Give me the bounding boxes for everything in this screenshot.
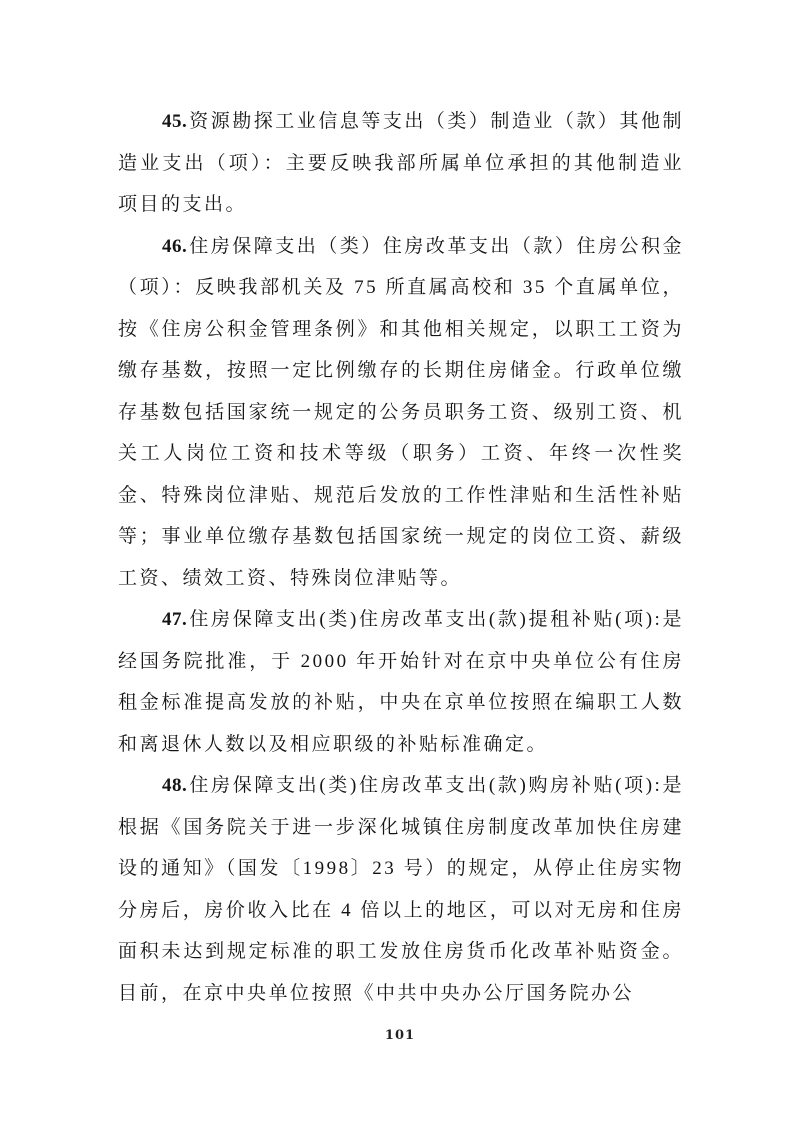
- paragraph-48-text: 住房保障支出(类)住房改革支出(款)购房补贴(项):是根据《国务院关于进一步深化城镇住房制度改革加快住房建设的通知》（国发〔1998〕23 号）的规定，从停止住房实物分房后，房价收入比在 4 倍以上的地区，可以对无房和住房面积未达到规定标准的职工发放住房货币化改革补贴资金。目前，在京中央单位按照《中共中央办公厅国务院办公: [118, 775, 684, 1004]
- paragraph-46-text: 住房保障支出（类）住房改革支出（款）住房公积金（项）：反映我部机关及 75 所直属高校和 35 个直属单位，按《住房公积金管理条例》和其他相关规定，以职工工资为缴存基数，按照一定比例缴存的长期住房储金。行政单位缴存基数包括国家统一规定的公务员职务工资、级别工资、机关工人岗位工资和技术等级（职务）工资、年终一次性奖金、特殊岗位津贴、规范后发放的工作性津贴和生活性补贴等；事业单位缴存基数包括国家统一规定的岗位工资、薪级工资、绩效工资、特殊岗位津贴等。: [118, 235, 684, 589]
- paragraph-45-number: 45.: [162, 111, 188, 132]
- paragraph-47: [118, 599, 684, 765]
- paragraph-46-number: 46.: [162, 235, 188, 257]
- paragraph-47-text: 住房保障支出(类)住房改革支出(款)提租补贴(项):是经国务院批准，于 2000 年开始针对在京中央单位公有住房租金标准提高发放的补贴，中央在京单位按照在编职工人数和离退休人数以及相应职级的补贴标准确定。: [118, 609, 684, 755]
- page-number: 101: [384, 1028, 416, 1043]
- paragraph-48-number: 48.: [162, 775, 188, 796]
- paragraph-46: [118, 226, 684, 600]
- document-body: [118, 101, 684, 1014]
- paragraph-47-number: 47.: [162, 609, 188, 630]
- paragraph-48: [118, 765, 684, 1014]
- paragraph-45-text: 资源勘探工业信息等支出（类）制造业（款）其他制造业支出（项）：主要反映我部所属单位承担的其他制造业项目的支出。: [118, 111, 684, 215]
- paragraph-45: [118, 101, 684, 226]
